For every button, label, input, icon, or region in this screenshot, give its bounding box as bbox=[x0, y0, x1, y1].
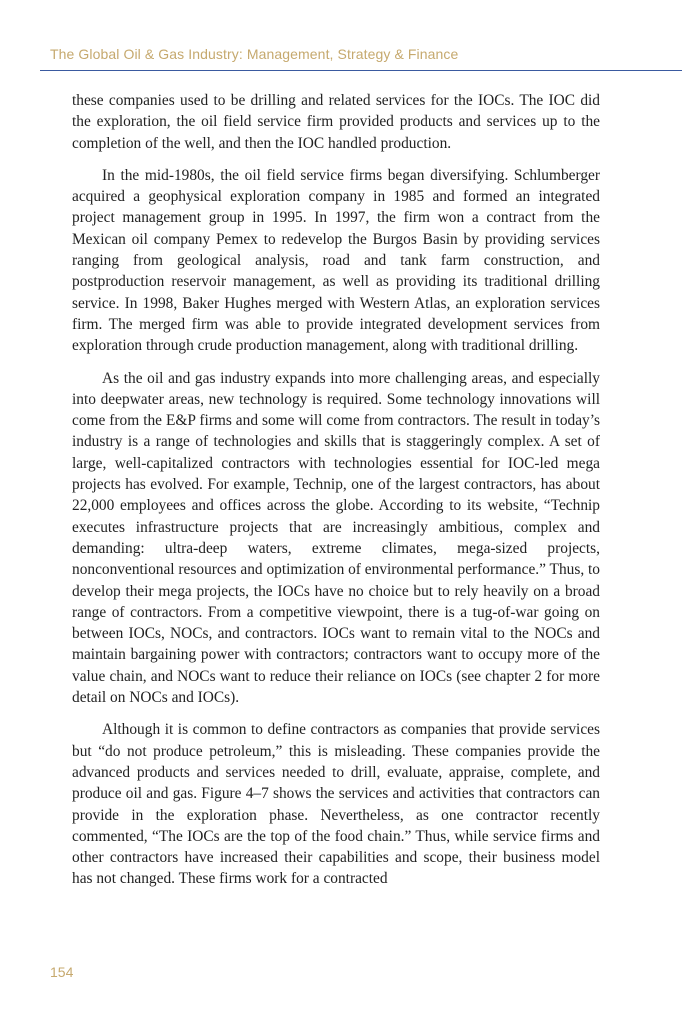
header-rule bbox=[40, 70, 682, 71]
page-number: 154 bbox=[50, 964, 74, 980]
paragraph-1: these companies used to be drilling and related services for the IOCs. The IOC did the exploration, the oil field service firm provided products and services up to the completion of the well, and then the IOC handled production. bbox=[72, 92, 600, 152]
paragraph-3: As the oil and gas industry expands into more challenging areas, and especially into deepwater areas, new technology is required. Some technology innovations will come from the E&P firms and some will come from contractors. The result in today’s industry is a range of technologies and skills that is staggeringly complex. A set of large, well-capitalized contractors with technologies essential for IOC-led mega projects has evolved. For example, Technip, one of the largest contractors, has about 22,000 employees and offices across the globe. According to its website, “Technip executes infrastructure projects that are increasingly ambitious, complex and demanding: ultra-deep waters, extreme climates, mega-sized projects, nonconventional resources and optimization of environmental performance.” Thus, to develop their mega projects, the IOCs have no choice but to rely heavily on a broad range of contractors. From a competitive viewpoint, there is a tug-of-war going on between IOCs, NOCs, and contractors. IOCs want to remain vital to the NOCs and maintain bargaining power with contractors; contractors want to occupy more of the value chain, and NOCs want to reduce their reliance on IOCs (see chapter 2 for more detail on NOCs and IOCs). bbox=[72, 369, 600, 707]
running-header-title: The Global Oil & Gas Industry: Management, Strategy & Finance bbox=[50, 46, 459, 62]
body-text bbox=[72, 90, 600, 901]
paragraph-4: Although it is common to define contractors as companies that provide services but “do not produce petroleum,” this is misleading. These companies provide the advanced products and services needed to drill, evaluate, appraise, complete, and produce oil and gas. Figure 4–7 shows the services and activities that contractors can provide in the exploration phase. Nevertheless, as one contractor recently commented, “The IOCs are the top of the food chain.” Thus, while service firms and other contractors have increased their capabilities and scope, their business model has not changed. These firms work for a contracted bbox=[72, 721, 600, 888]
paragraph-2: In the mid-1980s, the oil field service firms began diversifying. Schlumberger acquired a geophysical exploration company in 1985 and formed an integrated project management group in 1995. In 1997, the firm won a contract from the Mexican oil company Pemex to redevelop the Burgos Basin by providing services ranging from geological analysis, road and tank farm construction, and postproduction reservoir management, as well as providing its traditional drilling service. In 1998, Baker Hughes merged with Western Atlas, an exploration services firm. The merged firm was able to provide integrated development services from exploration through crude production management, along with traditional drilling. bbox=[72, 166, 600, 355]
